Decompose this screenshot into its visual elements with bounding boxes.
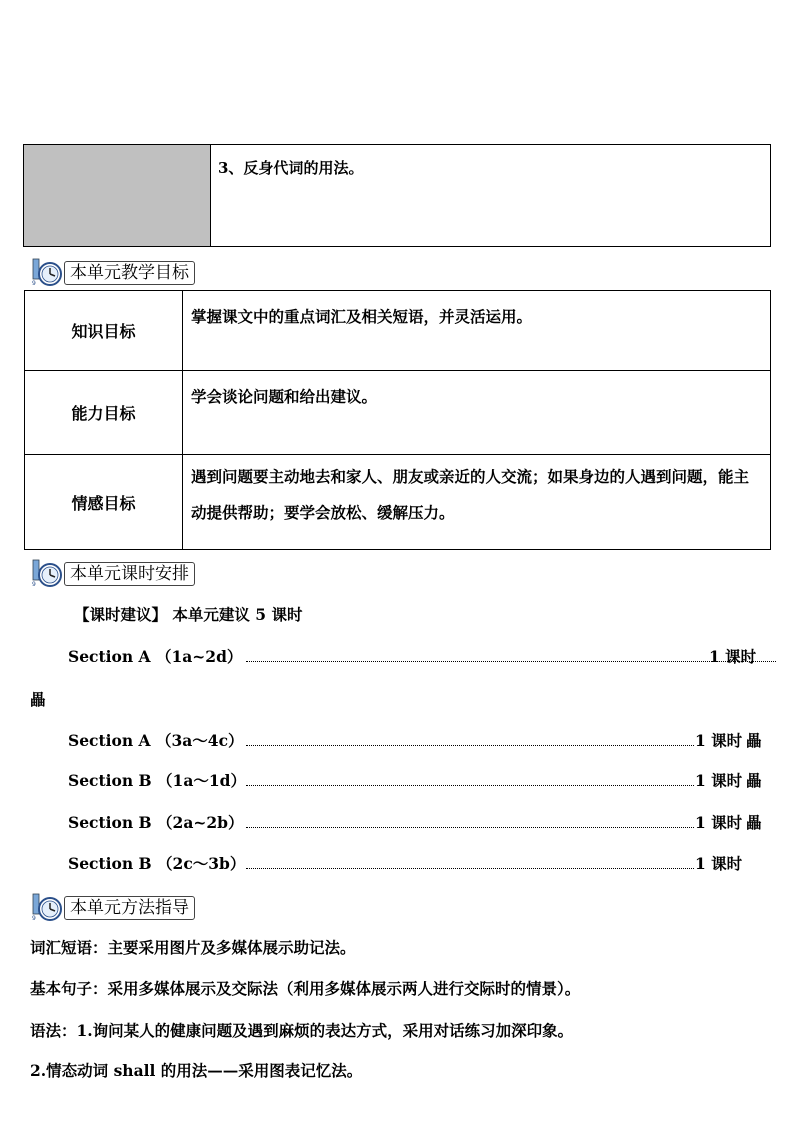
dot-leader	[246, 852, 694, 869]
goal-row	[25, 455, 770, 549]
schedule-row-name: Section A （3a～4c）	[68, 731, 244, 750]
schedule-row	[68, 645, 766, 665]
svg-text:9: 9	[32, 280, 36, 287]
clock-icon	[30, 892, 64, 922]
schedule-suggestion: 【课时建议】 本单元建议 5 课时	[74, 605, 303, 624]
goal-label: 能力目标	[25, 371, 183, 454]
dot-leader	[246, 769, 694, 786]
schedule-row	[68, 729, 766, 749]
heading-goals-label: 本单元教学目标	[64, 261, 195, 285]
goal-content: 掌握课文中的重点词汇及相关短语，并灵活运用。	[191, 307, 533, 326]
grey-cell	[24, 145, 211, 246]
goal-row	[25, 291, 770, 371]
method-line: 2.情态动词 shall 的用法——采用图表记忆法。	[30, 1061, 363, 1080]
schedule-row	[68, 852, 766, 872]
method-line: 语法：1.询问某人的健康问题及遇到麻烦的表达方式，采用对话练习加深印象。	[30, 1021, 574, 1040]
schedule-row-tail: 1 课时	[695, 854, 743, 873]
schedule-row-name: Section B （2c～3b）	[68, 854, 246, 873]
goal-row	[25, 371, 770, 455]
clock-icon	[30, 558, 64, 588]
heading-schedule-label: 本单元课时安排	[64, 562, 195, 586]
schedule-row-tail: 1 课时	[695, 813, 743, 832]
wrap-char: 畾	[746, 813, 762, 832]
svg-text:9: 9	[32, 581, 36, 588]
goal-content: 学会谈论问题和给出建议。	[191, 387, 378, 406]
method-line: 词汇短语：主要采用图片及多媒体展示助记法。	[30, 938, 356, 957]
schedule-row-tail: 1 课时	[695, 731, 743, 750]
dot-leader	[246, 729, 694, 746]
goal-label: 知识目标	[25, 291, 183, 370]
method-line: 基本句子：采用多媒体展示及交际法（利用多媒体展示两人进行交际时的情景）。	[30, 979, 581, 998]
schedule-row-name: Section A （1a~2d）	[68, 647, 243, 666]
goal-label: 情感目标	[25, 455, 183, 549]
wrap-char: 畾	[746, 771, 762, 790]
clock-icon	[30, 257, 64, 287]
schedule-row	[68, 811, 766, 831]
wrap-char: 畾	[30, 690, 46, 709]
dot-leader	[246, 811, 694, 828]
schedule-row-name: Section B （2a~2b）	[68, 813, 244, 832]
goals-table	[24, 290, 771, 550]
schedule-row	[68, 769, 766, 789]
schedule-row-name: Section B （1a～1d）	[68, 771, 246, 790]
schedule-row-tail: 1 课时	[709, 647, 757, 666]
schedule-row-tail: 1 课时	[695, 771, 743, 790]
top-table	[23, 144, 771, 247]
dot-leader	[246, 645, 776, 662]
svg-text:9: 9	[32, 915, 36, 922]
wrap-char: 畾	[746, 731, 762, 750]
heading-method-label: 本单元方法指导	[64, 896, 195, 920]
top-table-text: 3、反身代词的用法。	[218, 159, 364, 177]
goal-content: 遇到问题要主动地去和家人、朋友或亲近的人交流；如果身边的人遇到问题，能主动提供帮助；要学会放松、缓解压力。	[191, 467, 750, 522]
